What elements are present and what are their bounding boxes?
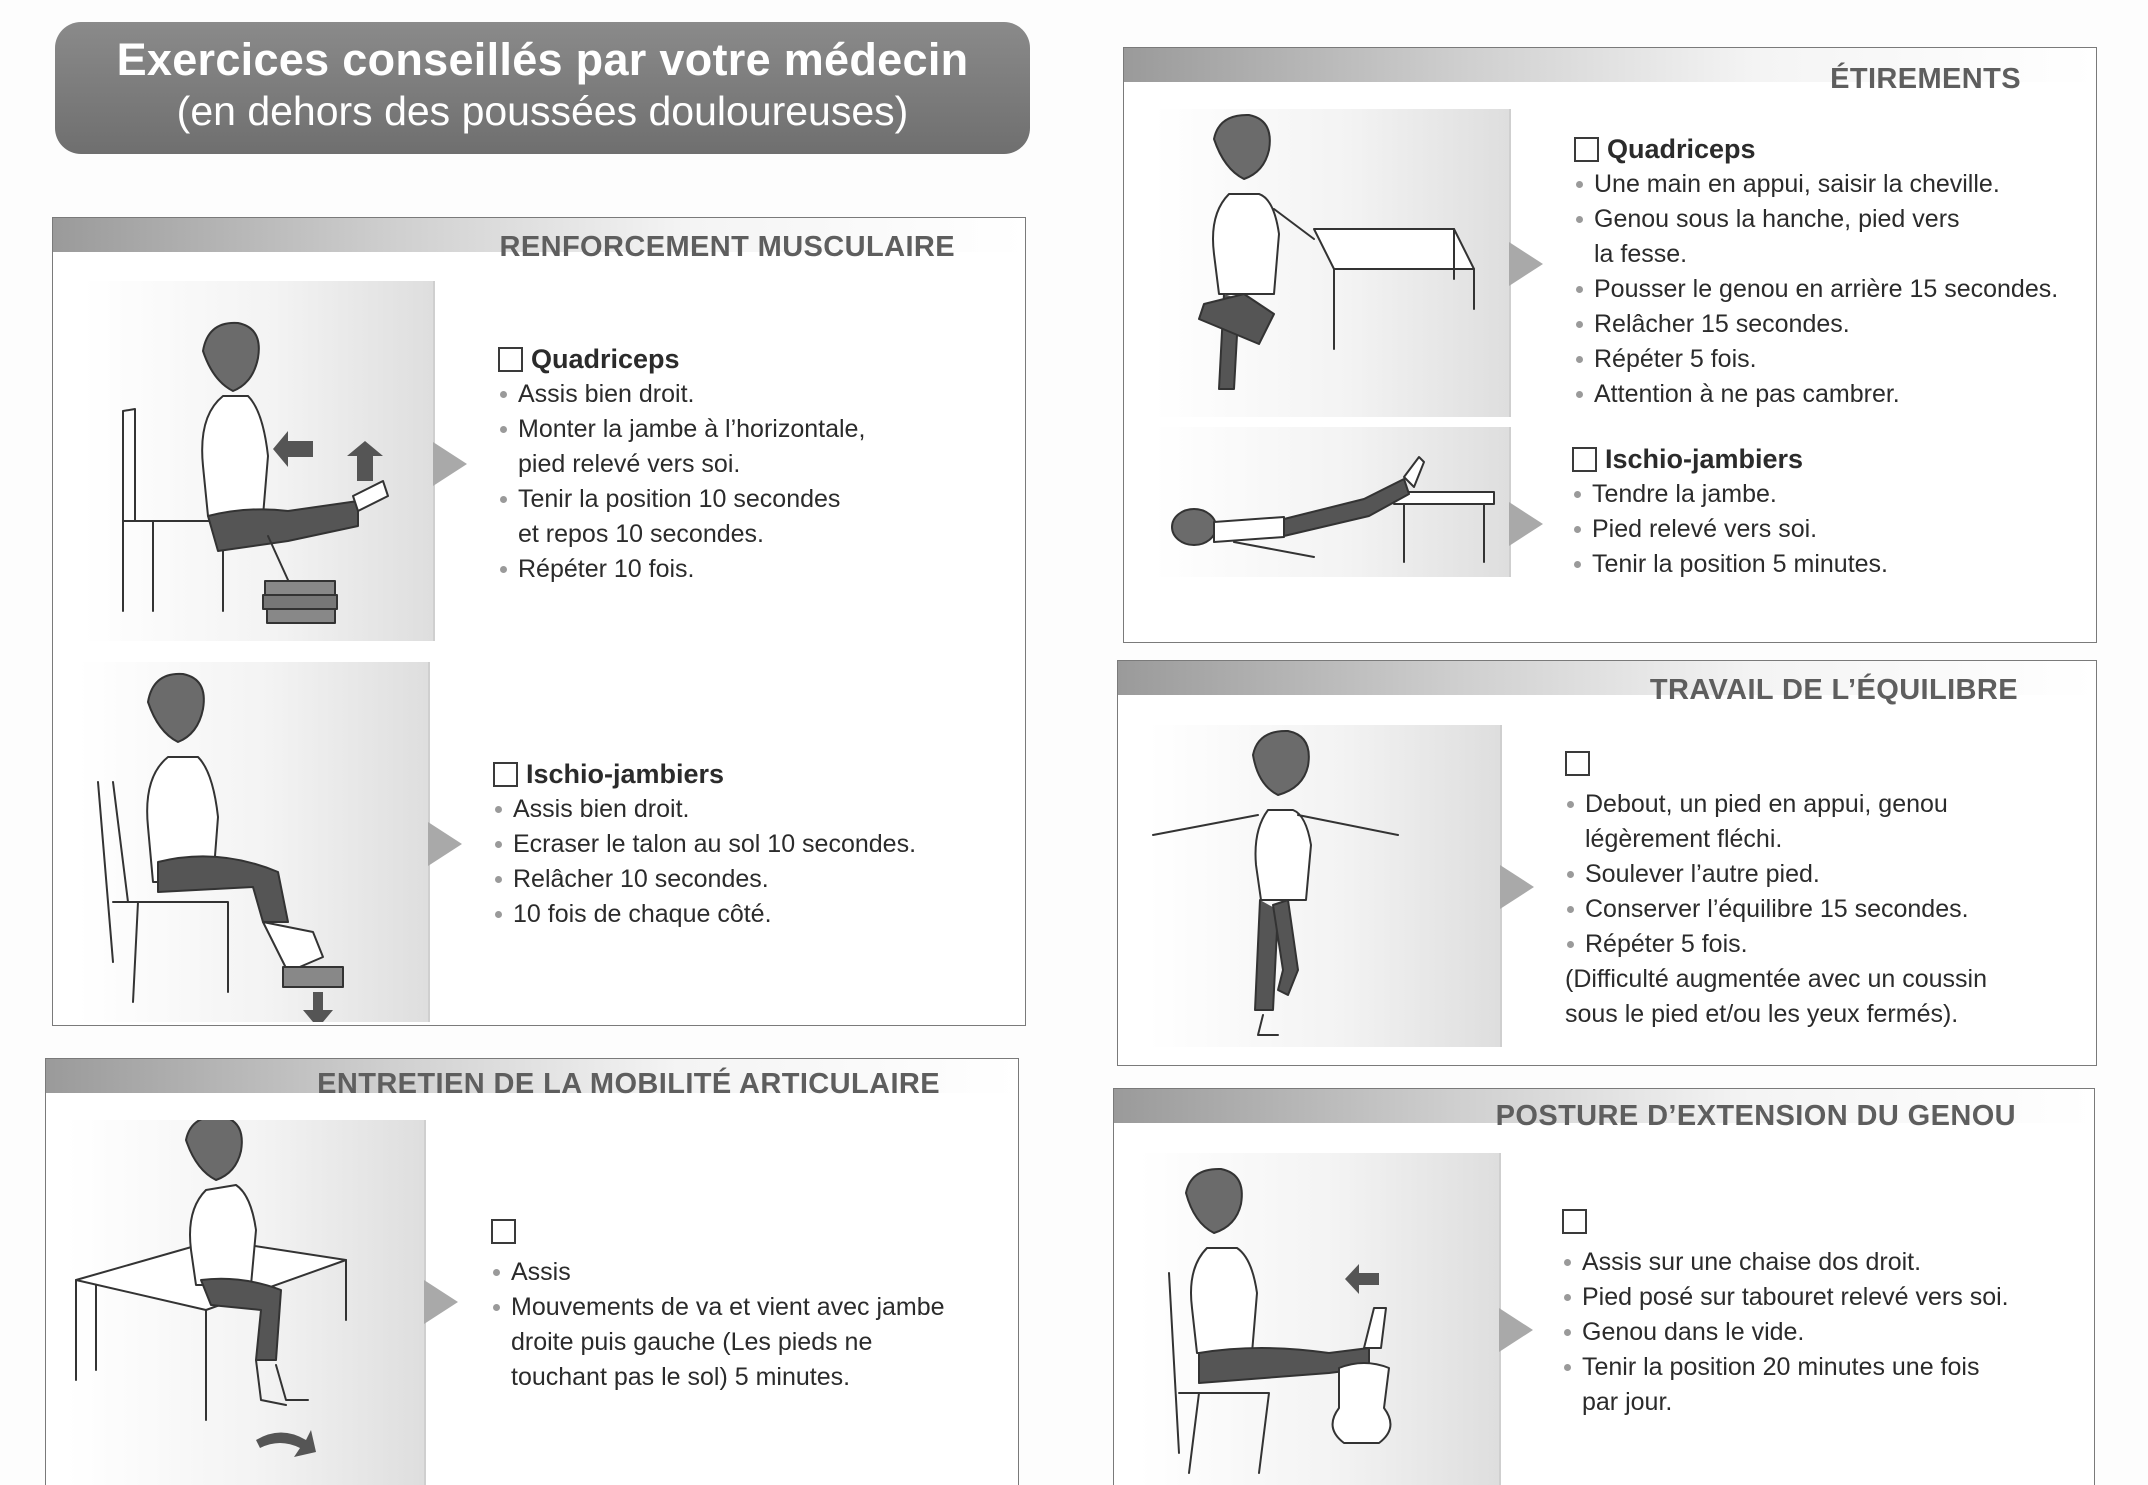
instruction-continuation: par jour. bbox=[1582, 1388, 1673, 1416]
exercise-note-line: (Difficulté augmentée avec un coussin bbox=[1565, 965, 1987, 993]
illustration-posture bbox=[1139, 1153, 1501, 1485]
instruction-list bbox=[498, 377, 998, 587]
pointer-arrow bbox=[1509, 242, 1543, 286]
instruction-item: Genou sous la hanche, pied vers bbox=[1574, 202, 2094, 237]
instruction-item: Assis sur une chaise dos droit. bbox=[1562, 1245, 2082, 1280]
pointer-arrow bbox=[1499, 1308, 1533, 1352]
section-equilibre bbox=[1117, 660, 2097, 1066]
exercise-title bbox=[1562, 1203, 2082, 1239]
instruction-item: Monter la jambe à l’horizontale, bbox=[498, 412, 998, 447]
exercise-posture bbox=[1562, 1203, 2082, 1420]
instruction-item: 10 fois de chaque côté. bbox=[493, 897, 1013, 932]
exercise-title bbox=[1565, 745, 2085, 781]
pointer-arrow bbox=[1509, 502, 1543, 546]
instruction-item: Pied posé sur tabouret relevé vers soi. bbox=[1562, 1280, 2082, 1315]
standing-quad-stretch-figure bbox=[1154, 109, 1509, 417]
exercise-checkbox[interactable] bbox=[1562, 1209, 1587, 1234]
illustration-ischio-lying bbox=[1154, 427, 1511, 577]
instruction-item: Assis bien droit. bbox=[498, 377, 998, 412]
instruction-list bbox=[1574, 167, 2094, 412]
section-mobilite bbox=[45, 1058, 1019, 1485]
section-title: ENTRETIEN DE LA MOBILITÉ ARTICULAIRE bbox=[317, 1068, 940, 1100]
instruction-item: Debout, un pied en appui, genou bbox=[1565, 787, 2085, 822]
exercise-checkbox[interactable] bbox=[491, 1219, 516, 1244]
instruction-item: Mouvements de va et vient avec jambe bbox=[491, 1290, 991, 1325]
instruction-item: Relâcher 10 secondes. bbox=[493, 862, 1013, 897]
page-title: Exercices conseillés par votre médecin bbox=[116, 34, 969, 85]
instruction-item: Genou dans le vide. bbox=[1562, 1315, 2082, 1350]
illustration-quadriceps-seated bbox=[83, 281, 435, 641]
exercise-checkbox[interactable] bbox=[1574, 137, 1599, 162]
instruction-list bbox=[1572, 477, 2092, 582]
knee-extension-figure bbox=[1139, 1153, 1499, 1485]
section-posture bbox=[1113, 1088, 2095, 1485]
exercise-ischio-renforcement bbox=[493, 757, 1013, 932]
exercise-title bbox=[1574, 132, 2094, 167]
instruction-item: Tenir la position 10 secondes bbox=[498, 482, 998, 517]
instruction-list bbox=[493, 792, 1013, 932]
instruction-continuation: légèrement fléchi. bbox=[1585, 825, 1783, 853]
title-banner bbox=[55, 22, 1030, 154]
instruction-item: Conserver l’équilibre 15 secondes. bbox=[1565, 892, 2085, 927]
instruction-item: Répéter 10 fois. bbox=[498, 552, 998, 587]
exercise-mobilite bbox=[491, 1213, 991, 1395]
section-renforcement bbox=[52, 217, 1026, 1026]
section-title: RENFORCEMENT MUSCULAIRE bbox=[499, 231, 955, 263]
instruction-item: Répéter 5 fois. bbox=[1574, 342, 2094, 377]
instruction-list bbox=[1565, 787, 2085, 962]
instruction-continuation: touchant pas le sol) 5 minutes. bbox=[511, 1363, 851, 1391]
pointer-arrow bbox=[433, 442, 467, 486]
lying-hamstring-stretch-figure bbox=[1154, 427, 1509, 577]
instruction-item: Soulever l’autre pied. bbox=[1565, 857, 2085, 892]
instruction-item: Pousser le genou en arrière 15 secondes. bbox=[1574, 272, 2094, 307]
instruction-continuation: et repos 10 secondes. bbox=[518, 520, 764, 548]
pointer-arrow bbox=[424, 1280, 458, 1324]
one-leg-balance-figure bbox=[1148, 725, 1500, 1047]
seated-leg-raise-figure bbox=[83, 281, 433, 641]
section-title: TRAVAIL DE L’ÉQUILIBRE bbox=[1649, 674, 2018, 706]
exercise-ischio-etirement bbox=[1572, 442, 2092, 582]
instruction-item: Relâcher 15 secondes. bbox=[1574, 307, 2094, 342]
instruction-list bbox=[1562, 1245, 2082, 1420]
exercise-quadriceps-etirement bbox=[1574, 132, 2094, 412]
exercise-checkbox[interactable] bbox=[1572, 447, 1597, 472]
exercise-checkbox[interactable] bbox=[498, 347, 523, 372]
illustration-quadriceps-standing bbox=[1154, 109, 1511, 417]
instruction-item: Ecraser le talon au sol 10 secondes. bbox=[493, 827, 1013, 862]
exercise-quadriceps-renforcement bbox=[498, 342, 998, 587]
section-title: ÉTIREMENTS bbox=[1830, 63, 2021, 95]
seated-heel-press-figure bbox=[78, 662, 428, 1022]
instruction-item: Tenir la position 20 minutes une fois bbox=[1562, 1350, 2082, 1385]
instruction-item: Tendre la jambe. bbox=[1572, 477, 2092, 512]
instruction-item: Une main en appui, saisir la cheville. bbox=[1574, 167, 2094, 202]
table-swing-figure bbox=[66, 1120, 424, 1485]
exercise-note-line: sous le pied et/ou les yeux fermés). bbox=[1565, 1000, 1959, 1028]
exercise-title bbox=[498, 342, 998, 377]
instruction-item: Assis bien droit. bbox=[493, 792, 1013, 827]
instruction-item: Répéter 5 fois. bbox=[1565, 927, 2085, 962]
illustration-mobilite bbox=[66, 1120, 426, 1485]
instruction-item: Pied relevé vers soi. bbox=[1572, 512, 2092, 547]
pointer-arrow bbox=[428, 822, 462, 866]
exercise-name: Quadriceps bbox=[531, 344, 680, 374]
exercise-checkbox[interactable] bbox=[1565, 751, 1590, 776]
page-subtitle: (en dehors des poussées douloureuses) bbox=[176, 88, 909, 134]
instruction-item: Assis bbox=[491, 1255, 991, 1290]
pointer-arrow bbox=[1500, 865, 1534, 909]
instruction-list bbox=[491, 1255, 991, 1395]
exercise-name: Quadriceps bbox=[1607, 134, 1756, 164]
instruction-continuation: droite puis gauche (Les pieds ne bbox=[511, 1328, 873, 1356]
instruction-item: Attention à ne pas cambrer. bbox=[1574, 377, 2094, 412]
illustration-equilibre bbox=[1148, 725, 1502, 1047]
instruction-continuation: pied relevé vers soi. bbox=[518, 450, 741, 478]
exercise-equilibre bbox=[1565, 745, 2085, 1032]
section-title: POSTURE D’EXTENSION DU GENOU bbox=[1495, 1100, 2016, 1132]
exercise-title bbox=[1572, 442, 2092, 477]
instruction-continuation: la fesse. bbox=[1594, 240, 1688, 268]
exercise-checkbox[interactable] bbox=[493, 762, 518, 787]
instruction-item: Tenir la position 5 minutes. bbox=[1572, 547, 2092, 582]
exercise-name: Ischio-jambiers bbox=[526, 759, 725, 789]
exercise-name: Ischio-jambiers bbox=[1605, 444, 1804, 474]
exercise-title bbox=[491, 1213, 991, 1249]
exercise-title bbox=[493, 757, 1013, 792]
section-etirements bbox=[1123, 47, 2097, 643]
illustration-ischio-seated bbox=[78, 662, 430, 1022]
